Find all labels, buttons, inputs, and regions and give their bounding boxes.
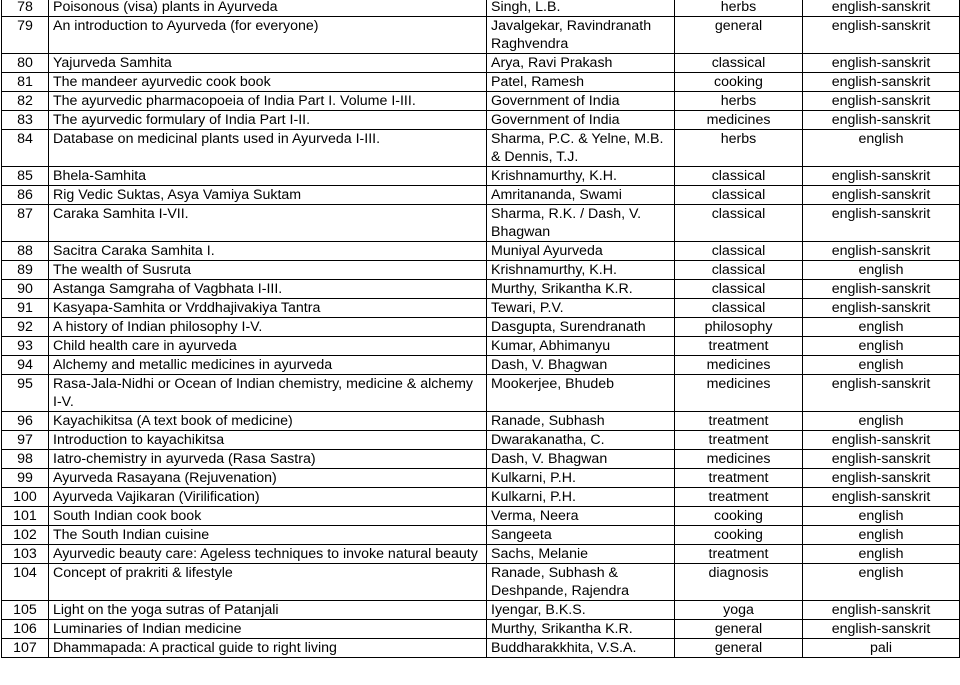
book-title: Introduction to kayachikitsa bbox=[49, 431, 487, 450]
row-number: 98 bbox=[2, 450, 49, 469]
book-title: Ayurveda Vajikaran (Virilification) bbox=[49, 488, 487, 507]
book-language: english-sanskrit bbox=[803, 17, 960, 54]
book-title: Kayachikitsa (A text book of medicine) bbox=[49, 412, 487, 431]
book-category: general bbox=[675, 639, 803, 658]
table-row bbox=[2, 337, 960, 356]
book-author: Kulkarni, P.H. bbox=[487, 469, 675, 488]
book-language: english-sanskrit bbox=[803, 450, 960, 469]
row-number: 100 bbox=[2, 488, 49, 507]
book-language: english bbox=[803, 130, 960, 167]
book-category: medicines bbox=[675, 375, 803, 412]
book-language: english-sanskrit bbox=[803, 0, 960, 17]
book-list-table bbox=[1, 0, 960, 658]
row-number: 92 bbox=[2, 318, 49, 337]
table-row bbox=[2, 639, 960, 658]
book-author: Javalgekar, Ravindranath Raghvendra bbox=[487, 17, 675, 54]
book-author: Singh, L.B. bbox=[487, 0, 675, 17]
book-category: treatment bbox=[675, 469, 803, 488]
table-row bbox=[2, 507, 960, 526]
book-title: The ayurvedic pharmacopoeia of India Part I. Volume I-III. bbox=[49, 92, 487, 111]
book-author: Murthy, Srikantha K.R. bbox=[487, 280, 675, 299]
book-language: english-sanskrit bbox=[803, 431, 960, 450]
book-category: classical bbox=[675, 205, 803, 242]
book-language: english bbox=[803, 564, 960, 601]
book-author: Kumar, Abhimanyu bbox=[487, 337, 675, 356]
book-category: classical bbox=[675, 167, 803, 186]
table-row bbox=[2, 412, 960, 431]
book-author: Krishnamurthy, K.H. bbox=[487, 167, 675, 186]
book-language: english bbox=[803, 526, 960, 545]
book-language: english-sanskrit bbox=[803, 601, 960, 620]
book-author: Patel, Ramesh bbox=[487, 73, 675, 92]
book-language: english bbox=[803, 545, 960, 564]
table-row bbox=[2, 299, 960, 318]
book-category: cooking bbox=[675, 526, 803, 545]
table-row bbox=[2, 242, 960, 261]
book-title: Poisonous (visa) plants in Ayurveda bbox=[49, 0, 487, 17]
table-row bbox=[2, 111, 960, 130]
table-row bbox=[2, 205, 960, 242]
table-row bbox=[2, 261, 960, 280]
book-category: general bbox=[675, 17, 803, 54]
table-row bbox=[2, 280, 960, 299]
book-author: Government of India bbox=[487, 92, 675, 111]
row-number: 97 bbox=[2, 431, 49, 450]
book-title: Database on medicinal plants used in Ayurveda I-III. bbox=[49, 130, 487, 167]
row-number: 87 bbox=[2, 205, 49, 242]
row-number: 83 bbox=[2, 111, 49, 130]
book-category: yoga bbox=[675, 601, 803, 620]
book-author: Verma, Neera bbox=[487, 507, 675, 526]
table-row bbox=[2, 526, 960, 545]
book-title: The wealth of Susruta bbox=[49, 261, 487, 280]
book-category: medicines bbox=[675, 111, 803, 130]
row-number: 85 bbox=[2, 167, 49, 186]
book-category: classical bbox=[675, 186, 803, 205]
book-category: cooking bbox=[675, 73, 803, 92]
book-author: Sharma, P.C. & Yelne, M.B. & Dennis, T.J. bbox=[487, 130, 675, 167]
table-row bbox=[2, 54, 960, 73]
book-language: english-sanskrit bbox=[803, 299, 960, 318]
row-number: 78 bbox=[2, 0, 49, 17]
book-author: Krishnamurthy, K.H. bbox=[487, 261, 675, 280]
table-row bbox=[2, 469, 960, 488]
book-title: Concept of prakriti & lifestyle bbox=[49, 564, 487, 601]
book-title: Dhammapada: A practical guide to right living bbox=[49, 639, 487, 658]
table-row bbox=[2, 564, 960, 601]
row-number: 89 bbox=[2, 261, 49, 280]
row-number: 79 bbox=[2, 17, 49, 54]
row-number: 81 bbox=[2, 73, 49, 92]
table-row bbox=[2, 167, 960, 186]
book-category: treatment bbox=[675, 545, 803, 564]
book-language: english-sanskrit bbox=[803, 242, 960, 261]
book-category: treatment bbox=[675, 412, 803, 431]
book-language: english-sanskrit bbox=[803, 375, 960, 412]
row-number: 96 bbox=[2, 412, 49, 431]
book-category: general bbox=[675, 620, 803, 639]
book-title: Iatro-chemistry in ayurveda (Rasa Sastra) bbox=[49, 450, 487, 469]
book-title: South Indian cook book bbox=[49, 507, 487, 526]
book-author: Amritananda, Swami bbox=[487, 186, 675, 205]
book-author: Dash, V. Bhagwan bbox=[487, 450, 675, 469]
book-title: Bhela-Samhita bbox=[49, 167, 487, 186]
book-author: Kulkarni, P.H. bbox=[487, 488, 675, 507]
book-title: Caraka Samhita I-VII. bbox=[49, 205, 487, 242]
book-language: english-sanskrit bbox=[803, 488, 960, 507]
book-author: Ranade, Subhash & Deshpande, Rajendra bbox=[487, 564, 675, 601]
book-title: Sacitra Caraka Samhita I. bbox=[49, 242, 487, 261]
book-category: classical bbox=[675, 261, 803, 280]
book-language: english bbox=[803, 318, 960, 337]
book-language: english-sanskrit bbox=[803, 186, 960, 205]
book-language: english-sanskrit bbox=[803, 111, 960, 130]
book-author: Murthy, Srikantha K.R. bbox=[487, 620, 675, 639]
book-title: Yajurveda Samhita bbox=[49, 54, 487, 73]
book-title: Kasyapa-Samhita or Vrddhajivakiya Tantra bbox=[49, 299, 487, 318]
book-author: Dasgupta, Surendranath bbox=[487, 318, 675, 337]
book-author: Iyengar, B.K.S. bbox=[487, 601, 675, 620]
table-row bbox=[2, 0, 960, 17]
row-number: 88 bbox=[2, 242, 49, 261]
book-category: classical bbox=[675, 54, 803, 73]
row-number: 94 bbox=[2, 356, 49, 375]
book-category: medicines bbox=[675, 356, 803, 375]
book-title: The South Indian cuisine bbox=[49, 526, 487, 545]
row-number: 99 bbox=[2, 469, 49, 488]
table-row bbox=[2, 545, 960, 564]
book-language: english bbox=[803, 337, 960, 356]
table-row bbox=[2, 318, 960, 337]
book-language: english-sanskrit bbox=[803, 469, 960, 488]
row-number: 101 bbox=[2, 507, 49, 526]
table-row bbox=[2, 130, 960, 167]
row-number: 82 bbox=[2, 92, 49, 111]
book-category: classical bbox=[675, 280, 803, 299]
table-row bbox=[2, 450, 960, 469]
book-title: Astanga Samgraha of Vagbhata I-III. bbox=[49, 280, 487, 299]
row-number: 105 bbox=[2, 601, 49, 620]
book-author: Muniyal Ayurveda bbox=[487, 242, 675, 261]
table-row bbox=[2, 431, 960, 450]
book-author: Buddharakkhita, V.S.A. bbox=[487, 639, 675, 658]
book-author: Ranade, Subhash bbox=[487, 412, 675, 431]
book-title: Child health care in ayurveda bbox=[49, 337, 487, 356]
book-language: pali bbox=[803, 639, 960, 658]
row-number: 95 bbox=[2, 375, 49, 412]
book-title: The ayurvedic formulary of India Part I-II. bbox=[49, 111, 487, 130]
book-language: english bbox=[803, 507, 960, 526]
book-language: english-sanskrit bbox=[803, 167, 960, 186]
book-language: english bbox=[803, 261, 960, 280]
row-number: 93 bbox=[2, 337, 49, 356]
book-category: herbs bbox=[675, 130, 803, 167]
book-category: diagnosis bbox=[675, 564, 803, 601]
book-category: cooking bbox=[675, 507, 803, 526]
book-title: Ayurvedic beauty care: Ageless techniques to invoke natural beauty bbox=[49, 545, 487, 564]
book-language: english-sanskrit bbox=[803, 620, 960, 639]
book-author: Tewari, P.V. bbox=[487, 299, 675, 318]
table-row bbox=[2, 620, 960, 639]
book-list-body bbox=[2, 0, 960, 658]
book-author: Sangeeta bbox=[487, 526, 675, 545]
table-row bbox=[2, 17, 960, 54]
table-row bbox=[2, 186, 960, 205]
table-row bbox=[2, 601, 960, 620]
row-number: 103 bbox=[2, 545, 49, 564]
book-category: classical bbox=[675, 242, 803, 261]
book-language: english bbox=[803, 356, 960, 375]
book-category: herbs bbox=[675, 92, 803, 111]
book-category: medicines bbox=[675, 450, 803, 469]
row-number: 107 bbox=[2, 639, 49, 658]
book-category: treatment bbox=[675, 337, 803, 356]
book-author: Sharma, R.K. / Dash, V. Bhagwan bbox=[487, 205, 675, 242]
book-category: philosophy bbox=[675, 318, 803, 337]
book-title: Ayurveda Rasayana (Rejuvenation) bbox=[49, 469, 487, 488]
book-author: Mookerjee, Bhudeb bbox=[487, 375, 675, 412]
book-language: english-sanskrit bbox=[803, 205, 960, 242]
book-author: Dwarakanatha, C. bbox=[487, 431, 675, 450]
table-row bbox=[2, 92, 960, 111]
book-author: Arya, Ravi Prakash bbox=[487, 54, 675, 73]
book-category: herbs bbox=[675, 0, 803, 17]
row-number: 86 bbox=[2, 186, 49, 205]
book-title: Luminaries of Indian medicine bbox=[49, 620, 487, 639]
book-title: Light on the yoga sutras of Patanjali bbox=[49, 601, 487, 620]
row-number: 90 bbox=[2, 280, 49, 299]
row-number: 80 bbox=[2, 54, 49, 73]
book-title: Rig Vedic Suktas, Asya Vamiya Suktam bbox=[49, 186, 487, 205]
book-author: Sachs, Melanie bbox=[487, 545, 675, 564]
row-number: 84 bbox=[2, 130, 49, 167]
book-language: english bbox=[803, 412, 960, 431]
table-row bbox=[2, 356, 960, 375]
book-category: treatment bbox=[675, 431, 803, 450]
book-language: english-sanskrit bbox=[803, 54, 960, 73]
row-number: 102 bbox=[2, 526, 49, 545]
book-title: Rasa-Jala-Nidhi or Ocean of Indian chemistry, medicine & alchemy I-V. bbox=[49, 375, 487, 412]
book-language: english-sanskrit bbox=[803, 280, 960, 299]
book-category: classical bbox=[675, 299, 803, 318]
book-author: Government of India bbox=[487, 111, 675, 130]
row-number: 106 bbox=[2, 620, 49, 639]
book-title: The mandeer ayurvedic cook book bbox=[49, 73, 487, 92]
book-language: english-sanskrit bbox=[803, 73, 960, 92]
book-author: Dash, V. Bhagwan bbox=[487, 356, 675, 375]
row-number: 104 bbox=[2, 564, 49, 601]
row-number: 91 bbox=[2, 299, 49, 318]
book-title: A history of Indian philosophy I-V. bbox=[49, 318, 487, 337]
table-row bbox=[2, 488, 960, 507]
book-language: english-sanskrit bbox=[803, 92, 960, 111]
book-title: An introduction to Ayurveda (for everyone) bbox=[49, 17, 487, 54]
book-title: Alchemy and metallic medicines in ayurveda bbox=[49, 356, 487, 375]
book-category: treatment bbox=[675, 488, 803, 507]
table-row bbox=[2, 375, 960, 412]
table-row bbox=[2, 73, 960, 92]
